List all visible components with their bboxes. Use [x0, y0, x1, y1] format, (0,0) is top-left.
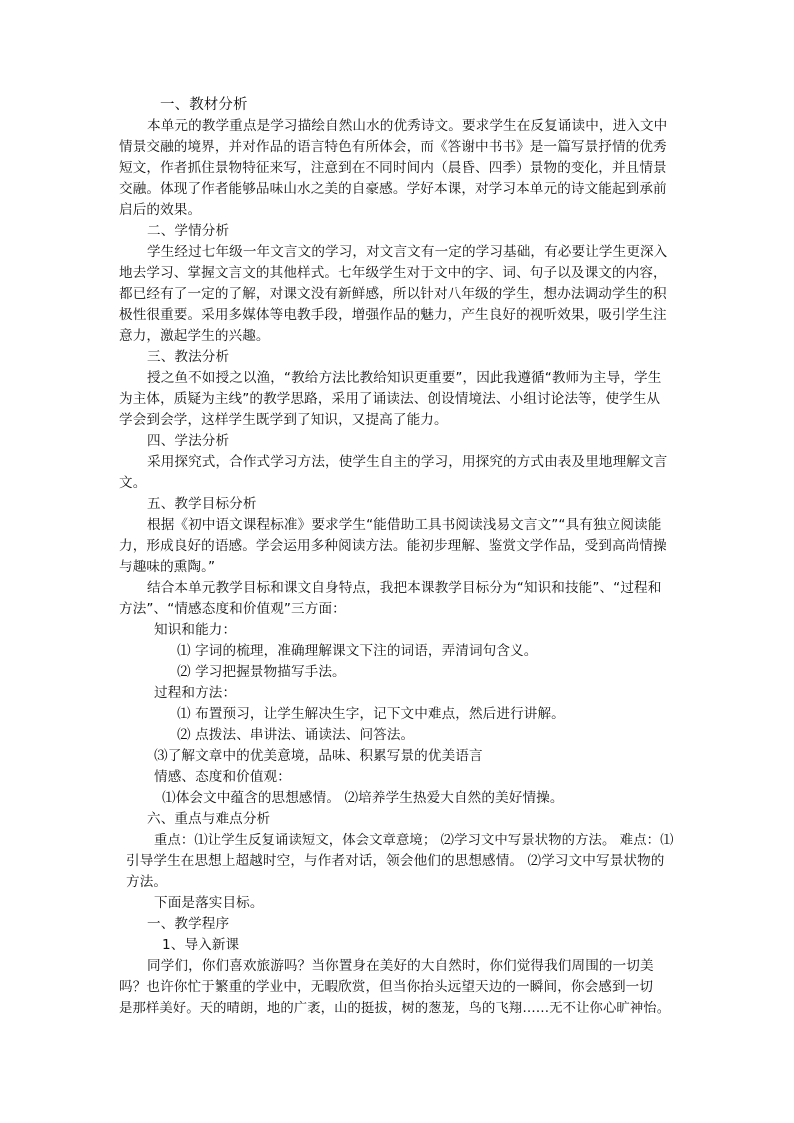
paragraph-line: 学会到会学，这样学生既学到了知识，又提高了能力。: [119, 412, 448, 428]
paragraph-line: 都已经有了一定的了解，对课文没有新鲜感，所以针对八年级的学生，想办法调动学生的积: [119, 286, 667, 302]
paragraph-line: 地去学习、掌握文言文的其他样式。七年级学生对于文中的字、词、句子以及课文的内容，: [119, 265, 667, 281]
list-item: ⑴ 字词的梳理，准确理解课文下注的词语，弄清词句含义。: [177, 643, 538, 659]
paragraph-line: 下面是落实目标。: [154, 895, 264, 911]
list-item: ⑵ 学习把握景物描写手法。: [177, 664, 346, 680]
heading-key-difficult-points: 六、重点与难点分析: [147, 811, 271, 827]
heading-teaching-procedure: 一、教学程序: [147, 916, 230, 932]
paragraph-line: 吗？也许你忙于繁重的学业中，无暇欣赏，但当你抬头远望天边的一瞬间，你会感到一切: [119, 979, 654, 995]
paragraph-line: 是那样美好。天的晴朗，地的广袤，山的挺拔，树的葱茏，鸟的飞翔……无不让你心旷神怡。: [119, 1001, 671, 1016]
heading-teaching-goals: 五、教学目标分析: [147, 496, 257, 512]
paragraph-line: 文。: [119, 475, 147, 491]
subheading-emotion-values: 情感、态度和价值观：: [154, 769, 291, 785]
list-item: ⑵ 点拨法、串讲法、诵读法、问答法。: [177, 727, 415, 743]
paragraph-line: 授之鱼不如授之以渔，“教给方法比教给知识更重要”，因此我遵循“教师为主导，学生: [147, 370, 662, 386]
paragraph-line: 交融。体现了作者能够品味山水之美的自豪感。学好本课，对学习本单元的诗文能起到承前: [119, 181, 667, 197]
paragraph-line: 同学们，你们喜欢旅游吗？当你置身在美好的大自然时，你们觉得我们周围的一切美: [147, 958, 654, 974]
heading-textbook-analysis: 一、教材分析: [160, 97, 248, 113]
paragraph-line: 学生经过七年级一年文言文的学习，对文言文有一定的学习基础，有必要让学生更深入: [147, 244, 668, 260]
heading-student-analysis: 二、学情分析: [147, 223, 230, 239]
heading-learning-method: 四、学法分析: [147, 433, 230, 449]
paragraph-line: 启后的效果。: [119, 202, 202, 218]
paragraph-line: 力，形成良好的语感。学会运用多种阅读方法。能初步理解、鉴赏文学作品，受到高尚情操: [119, 538, 667, 554]
paragraph-line: 采用探究式，合作式学习方法，使学生自主的学习，用探究的方式由表及里地理解文言: [147, 454, 668, 470]
paragraph-line: 极性很重要。采用多媒体等电教手段，增强作品的魅力，产生良好的视听效果，吸引学生注: [119, 307, 667, 323]
subheading-process-method: 过程和方法：: [154, 685, 237, 701]
list-item: ⑴体会文中蕴含的思想感情。 ⑵培养学生热爱大自然的美好情操。: [162, 790, 564, 806]
paragraph-line: 引导学生在思想上超越时空，与作者对话，领会他们的思想感情。 ⑵学习文中写景状物的: [126, 853, 665, 869]
paragraph-line: 重点：⑴让学生反复诵读短文，体会文章意境； ⑵学习文中写景状物的方法。 难点：⑴: [154, 833, 674, 848]
paragraph-line: 本单元的教学重点是学习描绘自然山水的优秀诗文。要求学生在反复诵读中，进入文中: [147, 118, 668, 134]
subheading-lead-in: 1、导入新课: [162, 937, 240, 953]
heading-teaching-method: 三、教法分析: [147, 349, 230, 365]
subheading-knowledge-ability: 知识和能力：: [154, 622, 237, 638]
paragraph-line: 结合本单元教学目标和课文自身特点，我把本课教学目标分为“知识和技能”、“过程和: [147, 580, 662, 596]
paragraph-line: 为主体，质疑为主线”的教学思路，采用了诵读法、创设情境法、小组讨论法等，使学生从: [119, 391, 661, 407]
paragraph-line: 与趣味的熏陶。”: [119, 559, 216, 575]
paragraph-line: 意力，激起学生的兴趣。: [119, 328, 270, 344]
paragraph-line: 根据《初中语文课程标准》要求学生“能借助工具书阅读浅易文言文”“具有独立阅读能: [147, 517, 662, 533]
paragraph-line: 方法”、“情感态度和价值观”三方面：: [119, 601, 346, 617]
list-item: ⑴ 布置预习，让学生解决生字，记下文中难点，然后进行讲解。: [177, 706, 565, 722]
paragraph-line: 短文，作者抓住景物特征来写，注意到在不同时间内（晨昏、四季）景物的变化，并且情景: [119, 160, 667, 176]
list-item: ⑶了解文章中的优美意境，品味、积累写景的优美语言: [154, 748, 483, 764]
paragraph-line: 方法。: [126, 874, 168, 890]
paragraph-line: 情景交融的境界，并对作品的语言特色有所体会，而《答谢中书书》是一篇写景抒情的优秀: [119, 139, 667, 155]
